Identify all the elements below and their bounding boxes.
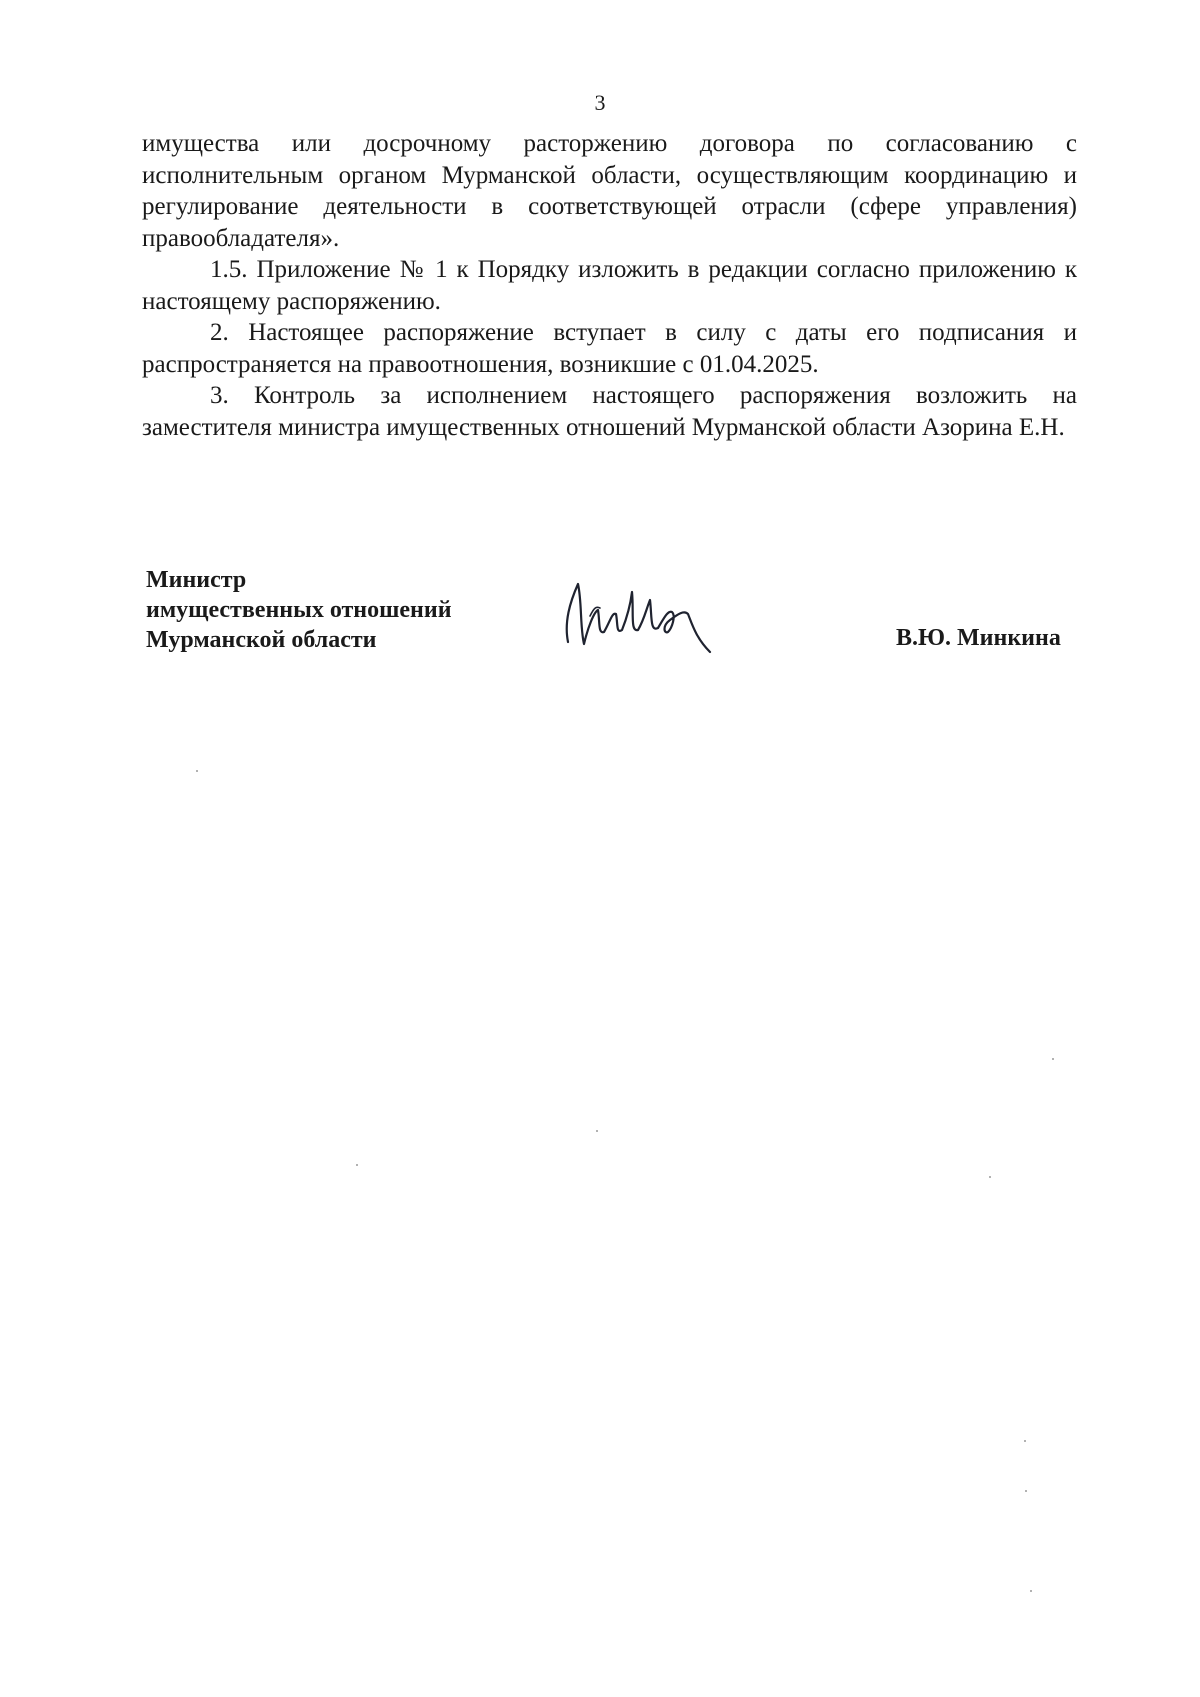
signatory-title xyxy=(146,565,452,655)
signatory-title-line: имущественных отношений xyxy=(146,597,452,623)
signatory-title-line: Министр xyxy=(146,567,247,593)
signatory-name: В.Ю. Минкина xyxy=(896,625,1061,651)
scan-speck xyxy=(596,1130,598,1132)
scan-speck xyxy=(1030,1590,1032,1592)
handwritten-signature xyxy=(560,572,730,657)
scan-speck xyxy=(1025,1490,1027,1492)
signatory-title-line: Мурманской области xyxy=(146,627,377,653)
scan-speck xyxy=(989,1176,991,1178)
document-body xyxy=(142,128,1077,443)
paragraph-2: 2. Настоящее распоряжение вступает в силу с даты его подписания и распространяется на правоотношения, возникшие с 01.04.2025. xyxy=(142,319,1077,378)
scan-speck xyxy=(1052,1058,1054,1060)
paragraph-3: 3. Контроль за исполнением настоящего распоряжения возложить на заместителя министра имущественных отношений Мурманской области Азорина Е.Н. xyxy=(142,382,1077,441)
scan-speck xyxy=(196,770,198,772)
page-number: 3 xyxy=(594,90,606,115)
paragraph-1-5: 1.5. Приложение № 1 к Порядку изложить в редакции согласно приложению к настоящему распоряжению. xyxy=(142,256,1077,315)
scan-speck xyxy=(356,1164,358,1166)
scan-speck xyxy=(1024,1440,1026,1442)
paragraph-continuation: имущества или досрочному расторжению договора по согласованию с исполнительным органом Мурманской области, осуществляющим координацию и регулирование деятельности в соответствующей отрасли (сфере управления) правообладателя». xyxy=(142,130,1077,252)
